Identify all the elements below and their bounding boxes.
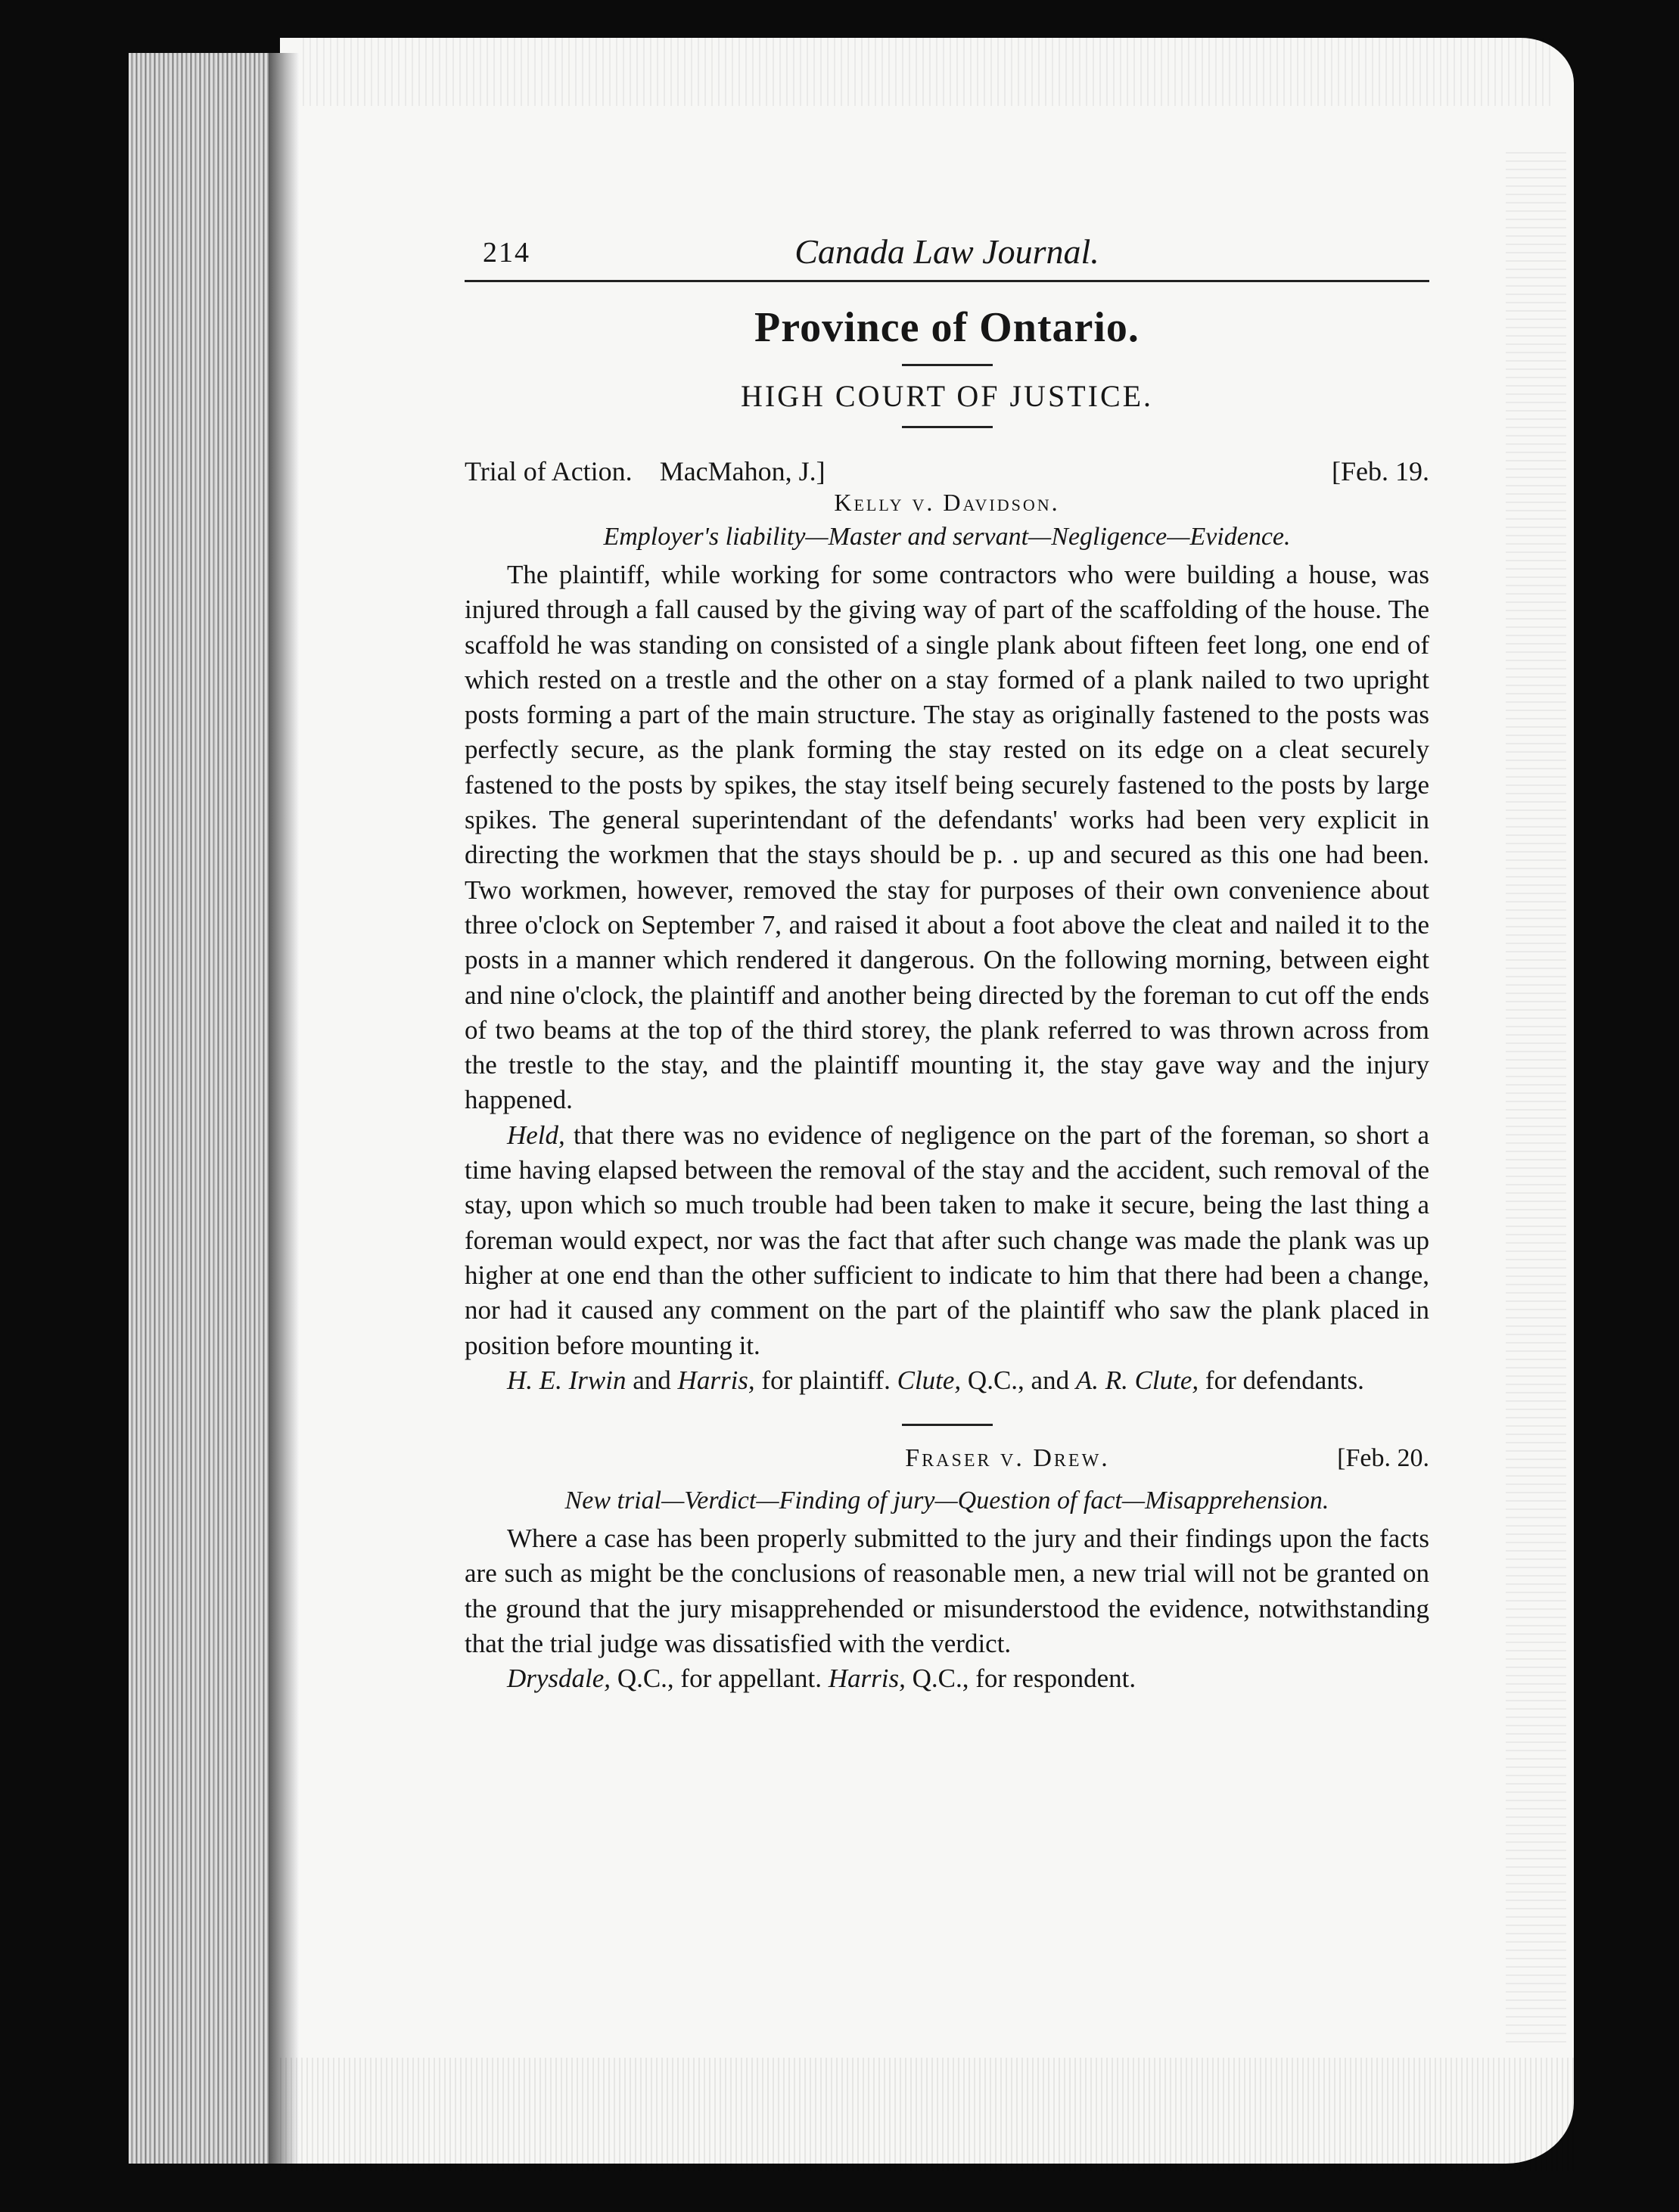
scan-noise-top <box>303 38 1551 106</box>
case-date: [Feb. 19. <box>1332 456 1429 486</box>
case-counsel <box>465 1363 1429 1398</box>
case2-paragraph: Where a case has been properly submitted to the jury and their findings upon the facts are such as might be the conclusions of reasonable men, a new trial will not be granted on the ground that the jury misapprehended or misunderstood the evidence, notwithstanding that the trial judge was dissatisfied with the verdict. <box>465 1524 1429 1659</box>
scan-noise-right <box>1506 151 1566 2043</box>
case-title: Kelly v. Davidson. <box>834 489 1060 516</box>
case2-title-line <box>465 1444 1429 1480</box>
divider <box>902 364 993 366</box>
section-title: Province of Ontario. <box>754 304 1140 351</box>
counsel-name: A. R. Clute, <box>1075 1365 1199 1395</box>
counsel-name: Drysdale, <box>507 1664 611 1694</box>
text-block <box>465 227 1429 1697</box>
case2-date: [Feb. 20. <box>1337 1444 1429 1473</box>
scan-noise-bottom <box>280 2058 1574 2171</box>
held-text: that there was no evidence of negligence on the part of the foreman, so short a time having elapsed between the removal of the stay and the accident, such removal of the stay, upon which so much trouble had been taken to make it secure, being the last thing a foreman would expect, nor was the fact that after such change was made the plank was up higher at one end than the other sufficient to indicate to him that there had been a change, nor had it caused any comment on the part of the plaintiff who saw the plank placed in position before mounting it. <box>465 1120 1429 1360</box>
case2-counsel <box>465 1661 1429 1696</box>
case-headnote: Employer's liability—Master and servant—Negligence—Evidence. <box>603 523 1291 551</box>
counsel-name: Harris, <box>677 1365 755 1395</box>
counsel-name: Harris, <box>828 1664 906 1694</box>
case-proceeding: Trial of Action. <box>465 456 633 486</box>
case-facts-paragraph: The plaintiff, while working for some contractors who were building a house, was injured through a fall caused by the giving way of part of the scaffolding of the house. The scaffold he was standing on consisted of a single plank about fifteen feet long, one end of which rested on a trestle and the other on a stay formed of a plank nailed to two upright posts forming a part of the main structure. The stay as originally fastened to the posts was perfectly secure, as the plank forming the stay rested on its edge on a cleat securely fastened to the posts by spikes, the stay itself being securely fastened to the posts by large spikes. The general superintendant of the defendants' works had been very explicit in directing the workmen that the stays should be p. . up and secured as this one had been. Two workmen, however, removed the stay for purposes of their own convenience about three o'clock on September 7, and raised it about a foot above the cleat and nailed it to the posts in a manner which rendered it dangerous. On the following morning, between eight and nine o'clock, the plaintiff and another being directed by the foreman to cut off the ends of two beams at the top of the third storey, the plank referred to was thrown across from the trestle to the stay, and the plaintiff mounting it, the stay gave way and the injury happened. <box>465 560 1429 1115</box>
case-judge: MacMahon, J.] <box>659 456 826 486</box>
counsel-name: Clute, <box>897 1365 962 1395</box>
counsel-name: H. E. Irwin <box>507 1365 627 1395</box>
case-meta-line <box>465 455 1429 493</box>
held-label: Held, <box>507 1120 565 1150</box>
case2-headnote: New trial—Verdict—Finding of jury—Question of fact—Misapprehension. <box>564 1487 1329 1515</box>
court-heading: HIGH COURT OF JUSTICE. <box>740 379 1154 413</box>
counsel-text: for defendants. <box>1199 1365 1364 1395</box>
case-held-paragraph <box>465 1118 1429 1363</box>
counsel-text: Q.C., for respondent. <box>905 1664 1136 1694</box>
running-head <box>465 227 1429 282</box>
case-proceeding-judge <box>465 455 826 487</box>
case2-title: Fraser v. Drew. <box>905 1444 1110 1473</box>
page-number: 214 <box>483 237 530 269</box>
gutter-shadow <box>269 53 299 2164</box>
counsel-text: Q.C., for appellant. <box>611 1664 829 1694</box>
divider <box>902 426 993 428</box>
counsel-text: for plaintiff. <box>754 1365 897 1395</box>
journal-title: Canada Law Journal. <box>794 232 1099 271</box>
divider <box>902 1424 993 1426</box>
counsel-text: Q.C., and <box>961 1365 1076 1395</box>
counsel-text: and <box>626 1365 678 1395</box>
book-spine-edge <box>129 53 284 2164</box>
